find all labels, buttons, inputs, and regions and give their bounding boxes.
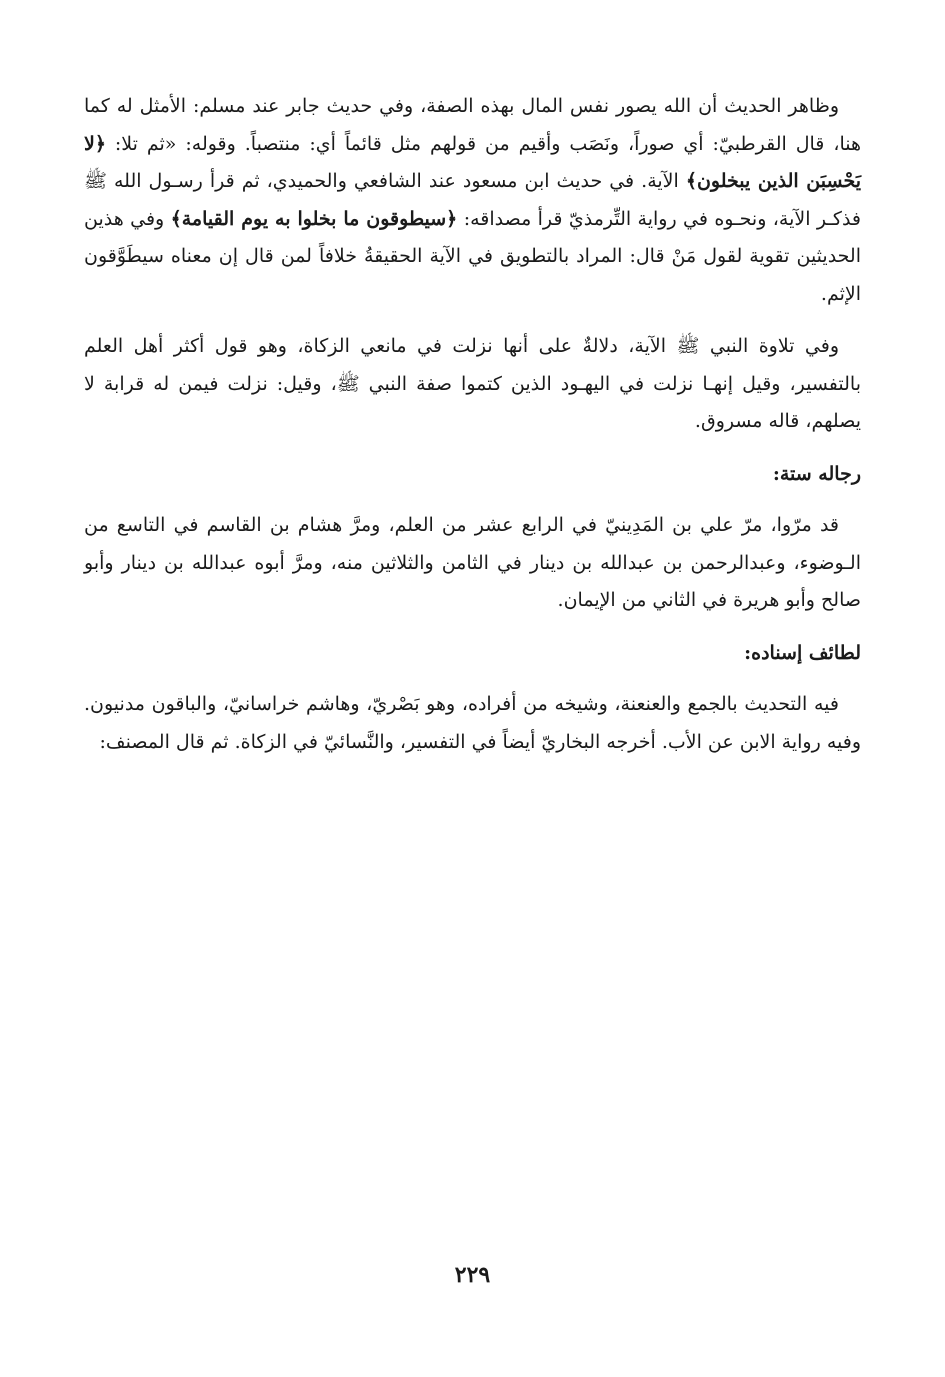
- paragraph-narrators: قد مرّوا، مرّ علي بن المَدِينيّ في الرابع عشر من العلم، ومرَّ هشام بن القاسم في التاسع من الـوضوء، وعبدالرحمن بن عبدالله بن دينار في الثامن والثلاثين منه، ومرَّ أبوه عبدالله بن دينار وأبو صالح وأبو هريرة في الثاني من الإيمان.: [84, 514, 861, 611]
- quran-quote-2: ﴿سيطوقون ما بخلوا به يوم القيامة﴾: [170, 207, 458, 230]
- page-text: [84, 88, 861, 776]
- paragraph-1-text-a: وظاهر الحديث أن الله يصور نفس المال بهذه الصفة، وفي حديث جابر عند مسلم: الأمثل له كما هنا، قال القرطبيّ: أي صوراً، ونَصَب وأقيم من قولهم مثل قائماً أي: منتصباً. وقوله: «ثم تلا:: [84, 95, 861, 155]
- paragraph-recitation: وفي تلاوة النبي ﷺ الآية، دلالةٌ على أنها نزلت في مانعي الزكاة، وهو قول أكثر أهل العلم بالتفسير، وقيل إنهـا نزلت في اليهـود الذين كتموا صفة النبي ﷺ، وقيل: نزلت فيمن له قرابة لا يصلهم، قاله مسروق.: [84, 335, 861, 432]
- paragraph-1-text-b: الآية. في حديث ابن مسعود عند الشافعي والحميدي، ثم قرأ رسـول الله ﷺ فذكـر الآية، ونحـوه في رواية التِّرمذيّ قرأ مصداقه:: [84, 170, 861, 230]
- paragraph-hadith-commentary: [84, 88, 861, 313]
- quran-quote-1: ﴿لا يَحْسِبَن الذين يبخلون﴾: [84, 132, 861, 192]
- heading-narrators: رجاله ستة:: [772, 462, 861, 485]
- heading-isnad-notes: لطائف إسناده:: [744, 641, 861, 664]
- paragraph-isnad-notes: فيه التحديث بالجمع والعنعنة، وشيخه من أفراده، وهو بَصْريّ، وهاشم خراسانيّ، والباقون مدنيون. وفيه رواية الابن عن الأب. أخرجه البخاريّ أيضاً في التفسير، والنَّسائيّ في الزكاة. ثم قال المصنف:: [84, 693, 861, 753]
- page-number: ٢٢٩: [454, 1262, 491, 1288]
- paragraph-1-text-c: وفي هذين الحديثين تقوية لقول مَنْ قال: المراد بالتطويق في الآية الحقيقةُ خلافاً لمن قال إن معناه سيطَوَّقون الإثم.: [84, 207, 861, 305]
